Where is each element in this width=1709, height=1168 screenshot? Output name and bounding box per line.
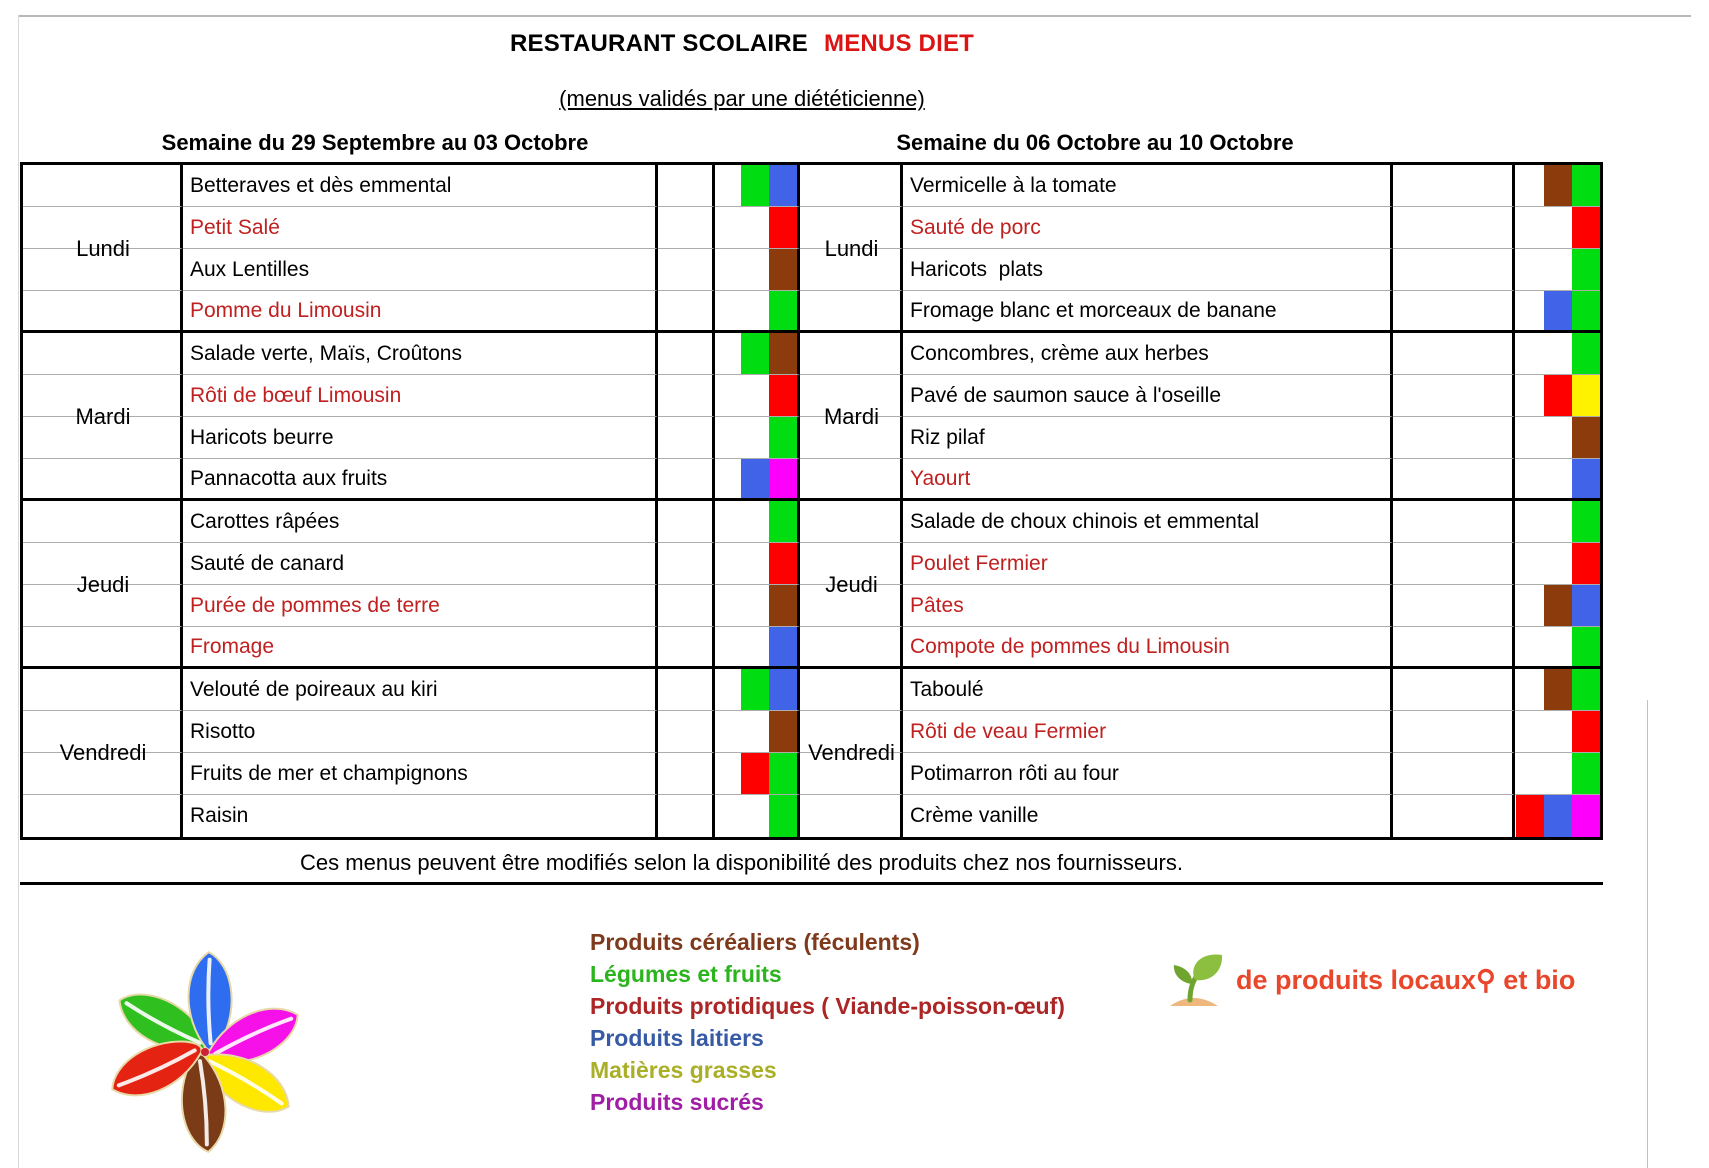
day-cell-bg	[23, 753, 183, 795]
gap-cell	[1393, 669, 1515, 711]
menu-item: Vermicelle à la tomate	[903, 165, 1393, 207]
category-chip-green	[1572, 165, 1600, 206]
menu-item: Pavé de saumon sauce à l'oseille	[903, 375, 1393, 417]
footer-note: Ces menus peuvent être modifiés selon la disponibilité des produits chez nos fournisseurs.	[20, 843, 1603, 885]
menu-item: Salade de choux chinois et emmental	[903, 501, 1393, 543]
category-chip-green	[741, 333, 769, 374]
day-cell-bg	[800, 291, 903, 333]
local-bio-text: de produits locaux⚲ et bio	[1236, 964, 1576, 995]
category-chip-green	[1572, 333, 1600, 374]
category-chip-brown	[769, 333, 797, 374]
page-title-black: RESTAURANT SCOLAIRE	[509, 30, 808, 57]
chip-cell	[715, 585, 800, 627]
category-chip-green	[741, 165, 769, 206]
gap-cell	[658, 711, 715, 753]
day-label: Vendredi	[59, 740, 147, 765]
chip-cell	[1515, 417, 1600, 459]
day-cell-bg	[23, 711, 183, 753]
gap-cell	[658, 753, 715, 795]
day-cell-bg	[800, 417, 903, 459]
category-chip-blue	[1572, 585, 1600, 626]
page-subtitle: (menus validés par une diététicienne)	[559, 86, 925, 111]
day-label: Mardi	[75, 404, 131, 429]
menu-item: Taboulé	[903, 669, 1393, 711]
gap-cell	[1393, 333, 1515, 375]
chip-cell	[715, 543, 800, 585]
chip-cell	[1515, 291, 1600, 333]
chip-cell	[1515, 795, 1600, 837]
gap-cell	[658, 669, 715, 711]
gap-cell	[658, 627, 715, 669]
chip-cell	[715, 627, 800, 669]
menu-item: Rôti de veau Fermier	[903, 711, 1393, 753]
menu-item: Pomme du Limousin	[183, 291, 658, 333]
day-cell-bg	[800, 501, 903, 543]
day-cell-bg	[800, 627, 903, 669]
category-chip-green	[1572, 291, 1600, 330]
category-chip-green	[1572, 753, 1600, 794]
day-label: Jeudi	[76, 572, 130, 597]
legend-item: Matières grasses	[590, 1057, 777, 1083]
category-chip-red	[1516, 795, 1544, 837]
gap-cell	[1393, 585, 1515, 627]
day-cell-bg	[800, 711, 903, 753]
chip-cell	[715, 207, 800, 249]
menu-item: Salade verte, Maïs, Croûtons	[183, 333, 658, 375]
page-frame-left	[18, 15, 19, 1168]
day-label: Vendredi	[808, 740, 895, 765]
gap-cell	[1393, 795, 1515, 837]
category-chip-red	[1572, 207, 1600, 248]
day-cell-bg	[800, 249, 903, 291]
legend-item: Produits céréaliers (féculents)	[590, 929, 920, 955]
day-cell-bg	[23, 333, 183, 375]
menu-item: Carottes râpées	[183, 501, 658, 543]
gap-cell	[1393, 249, 1515, 291]
gap-cell	[658, 207, 715, 249]
day-cell-bg	[800, 669, 903, 711]
category-chip-red	[1572, 543, 1600, 584]
sprout-icon	[1160, 950, 1226, 1010]
gap-cell	[1393, 291, 1515, 333]
gap-cell	[658, 249, 715, 291]
menu-table	[20, 162, 1603, 840]
day-cell-bg	[800, 753, 903, 795]
category-chip-brown	[769, 711, 797, 752]
chip-cell	[1515, 375, 1600, 417]
chip-cell	[715, 459, 800, 501]
menu-item: Pâtes	[903, 585, 1393, 627]
category-chip-red	[769, 375, 797, 416]
day-cell-bg	[23, 501, 183, 543]
menu-item: Pannacotta aux fruits	[183, 459, 658, 501]
category-chip-green	[1572, 669, 1600, 710]
flower-logo	[78, 940, 333, 1168]
gap-cell	[658, 165, 715, 207]
legend-item: Légumes et fruits	[590, 961, 782, 987]
category-chip-green	[769, 291, 797, 330]
menu-item: Betteraves et dès emmental	[183, 165, 658, 207]
chip-cell	[715, 711, 800, 753]
chip-cell	[715, 417, 800, 459]
chip-cell	[715, 669, 800, 711]
day-cell-bg	[23, 627, 183, 669]
week-header-1: Semaine du 29 Septembre au 03 Octobre	[161, 130, 589, 155]
category-chip-brown	[1572, 417, 1600, 458]
day-cell-bg	[800, 543, 903, 585]
page-frame-right	[1647, 700, 1648, 1168]
day-cell-bg	[23, 585, 183, 627]
category-chip-red	[1572, 711, 1600, 752]
menu-item: Petit Salé	[183, 207, 658, 249]
menu-item: Haricots plats	[903, 249, 1393, 291]
category-chip-green	[1572, 249, 1600, 290]
menu-item: Fromage blanc et morceaux de banane	[903, 291, 1393, 333]
chip-cell	[1515, 753, 1600, 795]
week-header-2: Semaine du 06 Octobre au 10 Octobre	[896, 130, 1294, 155]
category-legend	[590, 926, 1065, 1118]
category-chip-magenta	[769, 459, 797, 498]
day-label: Jeudi	[825, 572, 878, 597]
menu-item: Aux Lentilles	[183, 249, 658, 291]
day-label: Mardi	[823, 404, 879, 429]
chip-cell	[1515, 501, 1600, 543]
chip-cell	[715, 375, 800, 417]
menu-item: Potimarron rôti au four	[903, 753, 1393, 795]
gap-cell	[1393, 753, 1515, 795]
chip-cell	[1515, 669, 1600, 711]
gap-cell	[658, 585, 715, 627]
day-cell-bg	[800, 585, 903, 627]
day-cell-bg	[23, 669, 183, 711]
day-cell-bg	[23, 459, 183, 501]
day-cell-bg	[800, 333, 903, 375]
category-chip-green	[769, 795, 797, 837]
menu-item: Fruits de mer et champignons	[183, 753, 658, 795]
chip-cell	[715, 753, 800, 795]
day-cell-bg	[23, 795, 183, 837]
chip-cell	[1515, 249, 1600, 291]
menu-item: Risotto	[183, 711, 658, 753]
gap-cell	[658, 333, 715, 375]
gap-cell	[1393, 627, 1515, 669]
category-chip-blue	[769, 669, 797, 710]
menu-item: Rôti de bœuf Limousin	[183, 375, 658, 417]
chip-cell	[715, 249, 800, 291]
legend-item: Produits sucrés	[590, 1089, 764, 1115]
menu-item: Riz pilaf	[903, 417, 1393, 459]
gap-cell	[658, 459, 715, 501]
page-title-red: MENUS DIET	[824, 30, 975, 57]
gap-cell	[1393, 207, 1515, 249]
menu-item: Sauté de porc	[903, 207, 1393, 249]
day-cell-bg	[23, 543, 183, 585]
menu-item: Velouté de poireaux au kiri	[183, 669, 658, 711]
page-frame-top	[18, 15, 1691, 17]
category-chip-magenta	[1572, 795, 1600, 837]
category-chip-brown	[1544, 585, 1572, 626]
gap-cell	[1393, 711, 1515, 753]
category-chip-blue	[1572, 459, 1600, 498]
day-cell-bg	[23, 249, 183, 291]
category-chip-red	[741, 753, 769, 794]
category-chip-green	[769, 417, 797, 458]
chip-cell	[715, 501, 800, 543]
chip-cell	[1515, 543, 1600, 585]
category-chip-red	[769, 207, 797, 248]
category-chip-brown	[1544, 165, 1572, 206]
page-title	[397, 30, 1087, 58]
category-chip-yellow	[1572, 375, 1600, 416]
category-chip-green	[769, 753, 797, 794]
legend-item: Produits laitiers	[590, 1025, 764, 1051]
day-cell-bg	[23, 375, 183, 417]
day-cell-bg	[800, 165, 903, 207]
category-chip-red	[769, 543, 797, 584]
category-chip-blue	[769, 627, 797, 666]
gap-cell	[1393, 417, 1515, 459]
category-chip-blue	[1544, 291, 1572, 330]
category-chip-brown	[1544, 669, 1572, 710]
day-label: Lundi	[824, 236, 879, 261]
chip-cell	[715, 333, 800, 375]
day-cell-bg	[23, 165, 183, 207]
category-chip-red	[1544, 375, 1572, 416]
gap-cell	[1393, 501, 1515, 543]
menu-item: Sauté de canard	[183, 543, 658, 585]
menu-item: Haricots beurre	[183, 417, 658, 459]
category-chip-green	[741, 669, 769, 710]
legend-item: Produits protidiques ( Viande-poisson-œuf)	[590, 993, 1065, 1019]
category-chip-blue	[769, 165, 797, 206]
day-label: Lundi	[76, 236, 130, 261]
gap-cell	[1393, 459, 1515, 501]
menu-item: Yaourt	[903, 459, 1393, 501]
day-cell-bg	[800, 375, 903, 417]
menu-item: Poulet Fermier	[903, 543, 1393, 585]
chip-cell	[1515, 711, 1600, 753]
gap-cell	[658, 375, 715, 417]
category-chip-green	[1572, 501, 1600, 542]
day-cell-bg	[23, 417, 183, 459]
gap-cell	[1393, 543, 1515, 585]
day-cell-bg	[800, 795, 903, 837]
category-chip-blue	[741, 459, 769, 498]
chip-cell	[1515, 627, 1600, 669]
gap-cell	[658, 795, 715, 837]
menu-item: Raisin	[183, 795, 658, 837]
category-chip-green	[1572, 627, 1600, 666]
gap-cell	[658, 417, 715, 459]
menu-item: Crème vanille	[903, 795, 1393, 837]
chip-cell	[1515, 333, 1600, 375]
gap-cell	[658, 501, 715, 543]
gap-cell	[1393, 165, 1515, 207]
chip-cell	[715, 165, 800, 207]
chip-cell	[715, 795, 800, 837]
day-cell-bg	[23, 207, 183, 249]
chip-cell	[1515, 165, 1600, 207]
day-cell-bg	[23, 291, 183, 333]
category-chip-brown	[769, 585, 797, 626]
menu-item: Compote de pommes du Limousin	[903, 627, 1393, 669]
chip-cell	[1515, 459, 1600, 501]
local-bio-badge	[1160, 950, 1575, 1010]
chip-cell	[715, 291, 800, 333]
category-chip-blue	[1544, 795, 1572, 837]
day-cell-bg	[800, 459, 903, 501]
category-chip-green	[769, 501, 797, 542]
category-chip-brown	[769, 249, 797, 290]
chip-cell	[1515, 585, 1600, 627]
menu-item: Fromage	[183, 627, 658, 669]
day-cell-bg	[800, 207, 903, 249]
gap-cell	[658, 291, 715, 333]
gap-cell	[658, 543, 715, 585]
gap-cell	[1393, 375, 1515, 417]
menu-item: Concombres, crème aux herbes	[903, 333, 1393, 375]
menu-item: Purée de pommes de terre	[183, 585, 658, 627]
chip-cell	[1515, 207, 1600, 249]
